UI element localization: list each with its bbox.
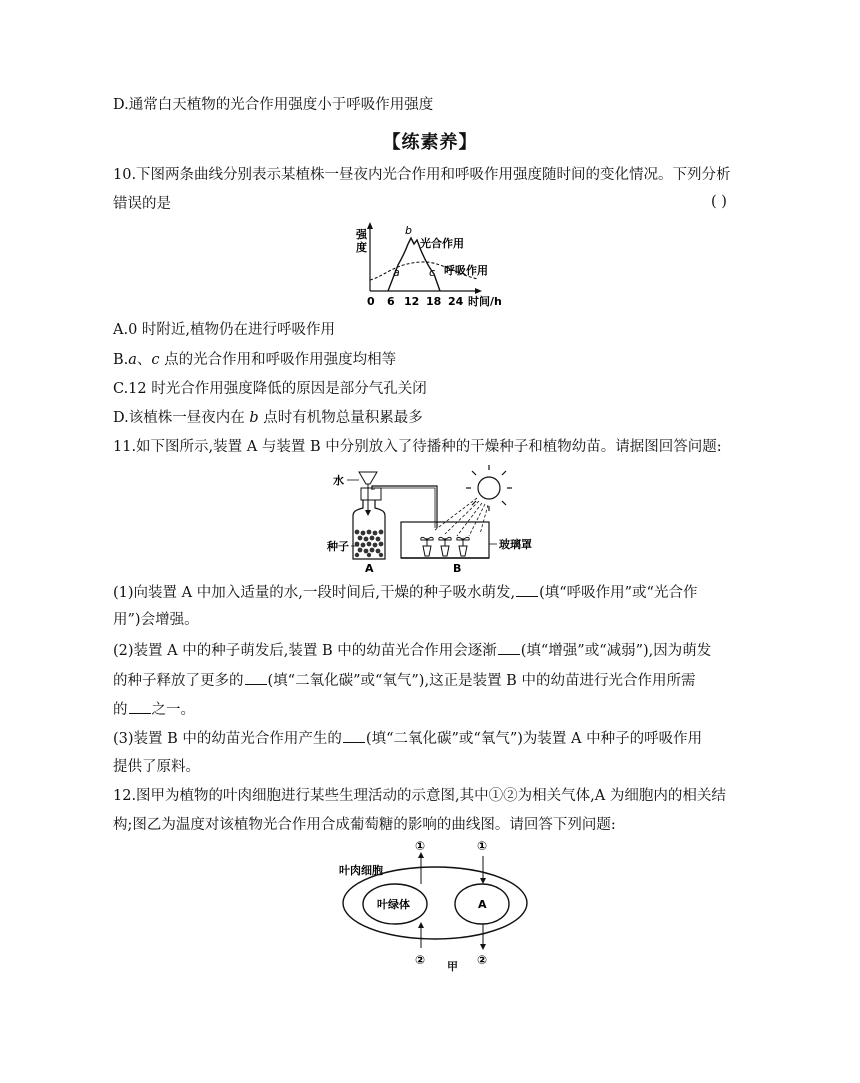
q10-option-b-sep: 、: [136, 352, 152, 368]
point-b-label: b: [405, 224, 412, 237]
down-arrow-icon: [480, 878, 486, 884]
answer-blank-4[interactable]: [129, 699, 151, 714]
mesophyll-cell: [343, 867, 527, 939]
q11-part2-text-b: (填“增强”或“减弱”),因为萌发: [520, 643, 712, 659]
q10-stem-line1: 10.下图两条曲线分别表示某植株一昼夜内光合作用和呼吸作用强度随时间的变化情况。下列分析: [113, 167, 731, 183]
q11-part2-text-f: 之一。: [151, 702, 195, 718]
cover-label: 玻璃罩: [499, 538, 532, 551]
q11-part2-text-a: (2)装置 A 中的种子萌发后,装置 B 中的幼苗光合作用会逐渐: [113, 643, 497, 659]
q10-option-d-prefix: D.该植株一昼夜内在: [113, 410, 250, 426]
q11-part1-text-b: (填“呼吸作用”或“光合作: [539, 585, 698, 601]
chart-ylabel-char1: 强: [356, 228, 367, 241]
chloroplast-label: 叶绿体: [377, 898, 410, 911]
answer-blank-5[interactable]: [343, 728, 365, 743]
chart-xlabel: 时间/h: [468, 295, 502, 308]
up-arrow-icon: [418, 922, 424, 928]
q11-part1-line2: 用”)会增强。: [113, 612, 199, 628]
x-tick-12: 12: [404, 295, 420, 308]
x-tick-24: 24: [448, 295, 464, 308]
x-tick-6: 6: [387, 295, 395, 308]
gas2-label-left: ②: [415, 953, 426, 967]
chart-ylabel-char2: 度: [356, 241, 367, 254]
leaf-cell-diagram: [335, 838, 535, 973]
q10-option-b: [113, 350, 396, 370]
q12-stem-line2: 构;图乙为温度对该植物光合作用合成葡萄糖的影响的曲线图。请回答下列问题:: [113, 817, 616, 833]
jar-a-stopper: [361, 488, 381, 500]
seeds-label: 种子: [327, 540, 349, 553]
sun-icon: [466, 465, 512, 511]
seeds: [355, 530, 384, 558]
q11-part3-line2: 提供了原料。: [113, 759, 200, 775]
gas2-label-right: ②: [477, 953, 488, 967]
q10-option-b-point-c: c: [151, 352, 160, 368]
label-b: B: [453, 562, 462, 575]
y-axis-arrow-icon: [367, 222, 373, 229]
answer-blank-1[interactable]: [516, 582, 538, 597]
x-tick-0: 0: [367, 295, 375, 308]
label-a: A: [365, 562, 374, 575]
photosynthesis-label: 光合作用: [420, 237, 464, 250]
q11-stem: 11.如下图所示,装置 A 与装置 B 中分别放入了待播种的干燥种子和植物幼苗。请据图回答问题:: [113, 439, 722, 455]
q11-part2-text-e: 的: [113, 702, 128, 718]
q10-option-b-point-a: a: [128, 352, 137, 368]
water-flow-arrow-icon: [365, 510, 371, 516]
q11-part1-text-a: (1)向装置 A 中加入适量的水,一段时间后,干燥的种子吸水萌发,: [113, 585, 516, 601]
seedlings: [421, 537, 469, 556]
gas1-label-right: ①: [477, 839, 488, 853]
q12-stem-line1: 12.图甲为植物的叶肉细胞进行某些生理活动的示意图,其中①②为相关气体,A 为细胞内的相关结: [113, 788, 726, 804]
q11-part3-line1: [113, 728, 702, 749]
answer-parenthesis: ( ): [711, 194, 727, 210]
q10-stem-line2: 错误的是: [113, 196, 171, 212]
q9-option-d: D.通常白天植物的光合作用强度小于呼吸作用强度: [113, 97, 434, 113]
point-c-label: c: [429, 266, 436, 279]
gas1-label-left: ①: [415, 839, 426, 853]
q11-part2-line3: [113, 699, 195, 720]
q11-part2-text-d: (填“二氧化碳”或“氧气”),这正是装置 B 中的幼苗进行光合作用所需: [267, 673, 696, 689]
q10-option-c: C.12 时光合作用强度降低的原因是部分气孔关闭: [113, 381, 427, 397]
section-heading: 【练素养】: [382, 132, 478, 153]
answer-blank-2[interactable]: [498, 640, 520, 655]
q10-option-b-prefix: B.: [113, 352, 129, 368]
x-axis-arrow-icon: [475, 288, 482, 294]
figure-caption-jia: 甲: [447, 960, 458, 973]
q10-option-a: A.0 时附近,植物仍在进行呼吸作用: [113, 322, 336, 338]
q10-option-d-text: 点时有机物总量积累最多: [258, 410, 423, 426]
q11-part2-line1: [113, 640, 711, 661]
chart-ylabel: [355, 227, 371, 254]
q10-option-d-point-b: b: [249, 410, 259, 426]
funnel: [359, 472, 377, 484]
water-label: 水: [333, 474, 344, 487]
structure-a-label: A: [478, 898, 487, 911]
q11-part3-text-b: (填“二氧化碳”或“氧气”)为装置 A 中种子的呼吸作用: [365, 731, 703, 747]
down-arrow-icon: [480, 944, 486, 950]
light-rays: [435, 498, 488, 536]
q11-part2-line2: [113, 670, 695, 691]
apparatus-figure: [325, 464, 555, 579]
intensity-time-chart: [350, 218, 520, 313]
point-a-label: a: [393, 266, 400, 279]
q11-part3-text-a: (3)装置 B 中的幼苗光合作用产生的: [113, 731, 342, 747]
q11-part2-text-c: 的种子释放了更多的: [113, 673, 244, 689]
x-tick-18: 18: [426, 295, 442, 308]
cell-label: 叶肉细胞: [339, 864, 383, 877]
q10-option-b-text: 点的光合作用和呼吸作用强度均相等: [159, 352, 397, 368]
q11-part1-line1: [113, 582, 697, 603]
respiration-label: 呼吸作用: [444, 264, 488, 277]
q10-option-d: [113, 408, 423, 428]
answer-blank-3[interactable]: [245, 670, 267, 685]
